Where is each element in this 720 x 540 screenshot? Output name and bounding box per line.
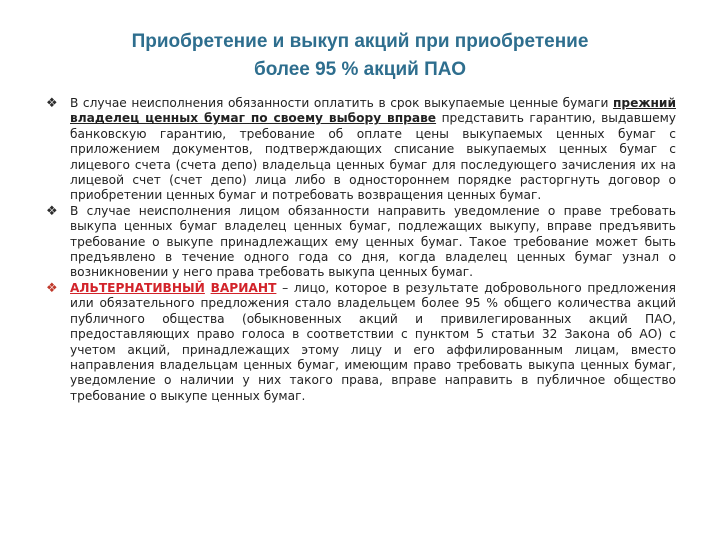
title-line-1: Приобретение и выкуп акций при приобретение bbox=[131, 31, 589, 52]
alternative-label-word1: АЛЬТЕРНАТИВНЫЙ bbox=[70, 280, 205, 295]
item1-text-start: В случае неисполнения обязанности оплатить в срок выкупаемые ценные бумаги bbox=[70, 96, 609, 110]
item2-text: В случае неисполнения лицом обязанности направить уведомление о праве требовать выкупа ценных бумаг владелец ценных бумаг, подлежащих выкупу, вправе предъявить требование о выкупе принадлежащих ему ценных бумаг. Такое требование может быть предъявлено в течение одного года со дня, когда владелец ценных бумаг узнал о возникновении у него права требовать выкупа ценных бумаг. bbox=[70, 203, 676, 280]
page-title bbox=[44, 28, 676, 84]
diamond-bullet-icon: ❖ bbox=[46, 96, 58, 111]
item3-text: – лицо, которое в результате добровольного предложения или обязательного предложения стало владельцем более 95 % общего количества акций публичного общества (обыкновенных акций и привилегированных акций ПАО, предоставляющих право голоса в соответствии с пунктом 5 статьи 32 Закона об АО) с учетом акций, принадлежащих этому лицу и его аффилированным лицам, вместо направления владельцам ценных бумаг, имеющим право требовать выкупа ценных бумаг, уведомление о наличии у них такого права, вправе направить в публичное общество требование о выкупе ценных бумаг. bbox=[70, 280, 676, 403]
title-line-2: более 95 % акций ПАО bbox=[254, 59, 466, 80]
item1-text-end: представить гарантию, выдавшему банковскую гарантию, требование об оплате цены выкупаемых ценных бумаг с приложением документов, подтверждающих списание выкупаемых ценных бумаг с лицевого счета (счета депо) владельца ценных бумаг для последующего зачисления их на лицевой счет (счет депо) лица либо в одностороннем порядке расторгнуть договор о приобретении ценных бумаг и потребовать возвращения ценных бумаг. bbox=[70, 111, 677, 203]
diamond-bullet-icon: ❖ bbox=[46, 203, 58, 219]
list-item-unpaid-securities bbox=[44, 96, 676, 204]
bullet-list bbox=[44, 96, 676, 404]
item1-emphasis: прежний владелец ценных бумаг по своему выбору вправе bbox=[70, 96, 676, 126]
list-item-no-notification bbox=[44, 204, 676, 281]
list-item-alternative bbox=[44, 281, 676, 404]
diamond-bullet-icon: ❖ bbox=[46, 280, 58, 296]
alternative-label-word2: ВАРИАНТ bbox=[210, 280, 277, 295]
